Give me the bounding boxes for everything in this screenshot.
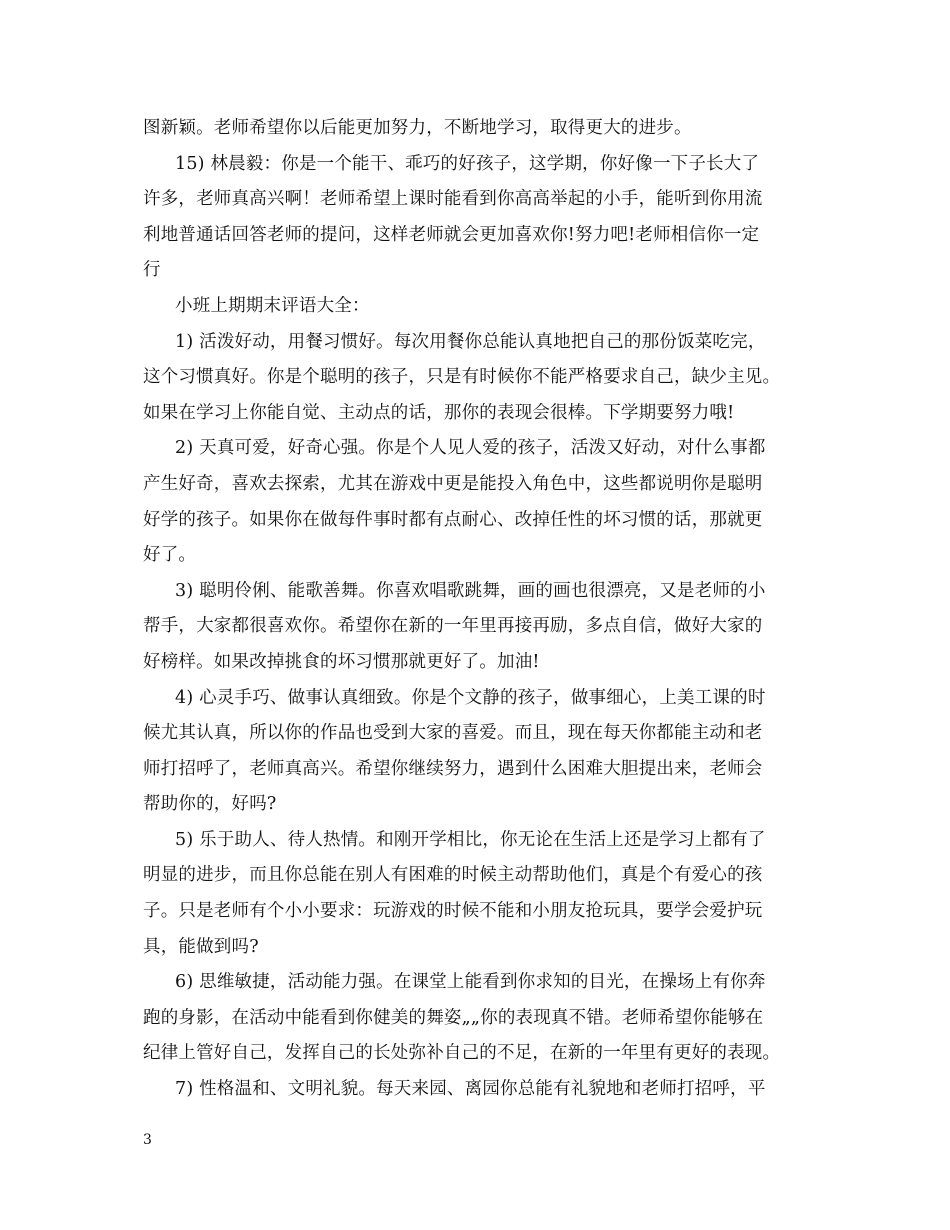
text-line: 小班上期期末评语大全： bbox=[175, 295, 370, 316]
text-line: 4) 心灵手巧、做事认真细致。你是个文静的孩子，做事细心，上美工课的时 bbox=[175, 687, 766, 708]
text-line: 利地普通话回答老师的提问，这样老师就会更加喜欢你!努力吧!老师相信你一定 bbox=[143, 224, 760, 245]
text-line: 子。只是老师有个小小要求：玩游戏的时候不能和小朋友抢玩具，要学会爱护玩 bbox=[143, 901, 763, 922]
text-line: 7) 性格温和、文明礼貌。每天来园、离园你总能有礼貌地和老师打招呼，平 bbox=[175, 1079, 766, 1100]
document-body bbox=[143, 111, 813, 1108]
text-line: 如果在学习上你能自觉、主动点的话，那你的表现会很棒。下学期要努力哦! bbox=[143, 402, 735, 423]
text-line: 师打招呼了，老师真高兴。希望你继续努力，遇到什么困难大胆提出来，老师会 bbox=[143, 758, 763, 779]
text-line: 跑的身影，在活动中能看到你健美的舞姿„„你的表现真不错。老师希望你能够在 bbox=[143, 1007, 764, 1028]
text-line: 好榜样。如果改掉挑食的坏习惯那就更好了。加油! bbox=[143, 651, 540, 672]
page-number: 3 bbox=[143, 1132, 152, 1148]
text-line: 候尤其认真，所以你的作品也受到大家的喜爱。而且，现在每天你都能主动和老 bbox=[143, 723, 763, 744]
text-line: 帮助你的，好吗? bbox=[143, 794, 277, 815]
text-line: 帮手，大家都很喜欢你。希望你在新的一年里再接再励，多点自信，做好大家的 bbox=[143, 616, 763, 637]
text-line: 具，能做到吗? bbox=[143, 936, 259, 957]
text-line: 6) 思维敏捷，活动能力强。在课堂上能看到你求知的目光，在操场上有你奔 bbox=[175, 972, 766, 993]
text-line: 好了。 bbox=[143, 545, 197, 566]
text-line: 产生好奇，喜欢去探索，尤其在游戏中更是能投入角色中，这些都说明你是聪明 bbox=[143, 473, 763, 494]
text-line: 1) 活泼好动，用餐习惯好。每次用餐你总能认真地把自己的那份饭菜吃完， bbox=[175, 331, 766, 352]
text-line: 15) 林晨毅：你是一个能干、乖巧的好孩子，这学期，你好像一下子长大了 bbox=[175, 153, 760, 174]
text-line: 2) 天真可爱，好奇心强。你是个人见人爱的孩子，活泼又好动，对什么事都 bbox=[175, 438, 766, 459]
text-line: 图新颖。老师希望你以后能更加努力，不断地学习，取得更大的进步。 bbox=[143, 118, 692, 138]
text-line: 这个习惯真好。你是个聪明的孩子，只是有时候你不能严格要求自己，缺少主见。 bbox=[143, 367, 781, 388]
text-line: 许多，老师真高兴啊！老师希望上课时能看到你高高举起的小手，能听到你用流 bbox=[143, 189, 763, 210]
text-line: 纪律上管好自己，发挥自己的长处弥补自己的不足，在新的一年里有更好的表现。 bbox=[143, 1043, 781, 1064]
text-line: 3) 聪明伶俐、能歌善舞。你喜欢唱歌跳舞，画的画也很漂亮，又是老师的小 bbox=[175, 580, 766, 601]
text-line: 明显的进步，而且你总能在别人有困难的时候主动帮助他们，真是个有爱心的孩 bbox=[143, 865, 763, 886]
text-line: 5) 乐于助人、待人热情。和刚开学相比，你无论在生活上还是学习上都有了 bbox=[175, 829, 766, 850]
text-line: 行 bbox=[143, 260, 161, 281]
text-line: 好学的孩子。如果你在做每件事时都有点耐心、改掉任性的坏习惯的话，那就更 bbox=[143, 509, 763, 530]
